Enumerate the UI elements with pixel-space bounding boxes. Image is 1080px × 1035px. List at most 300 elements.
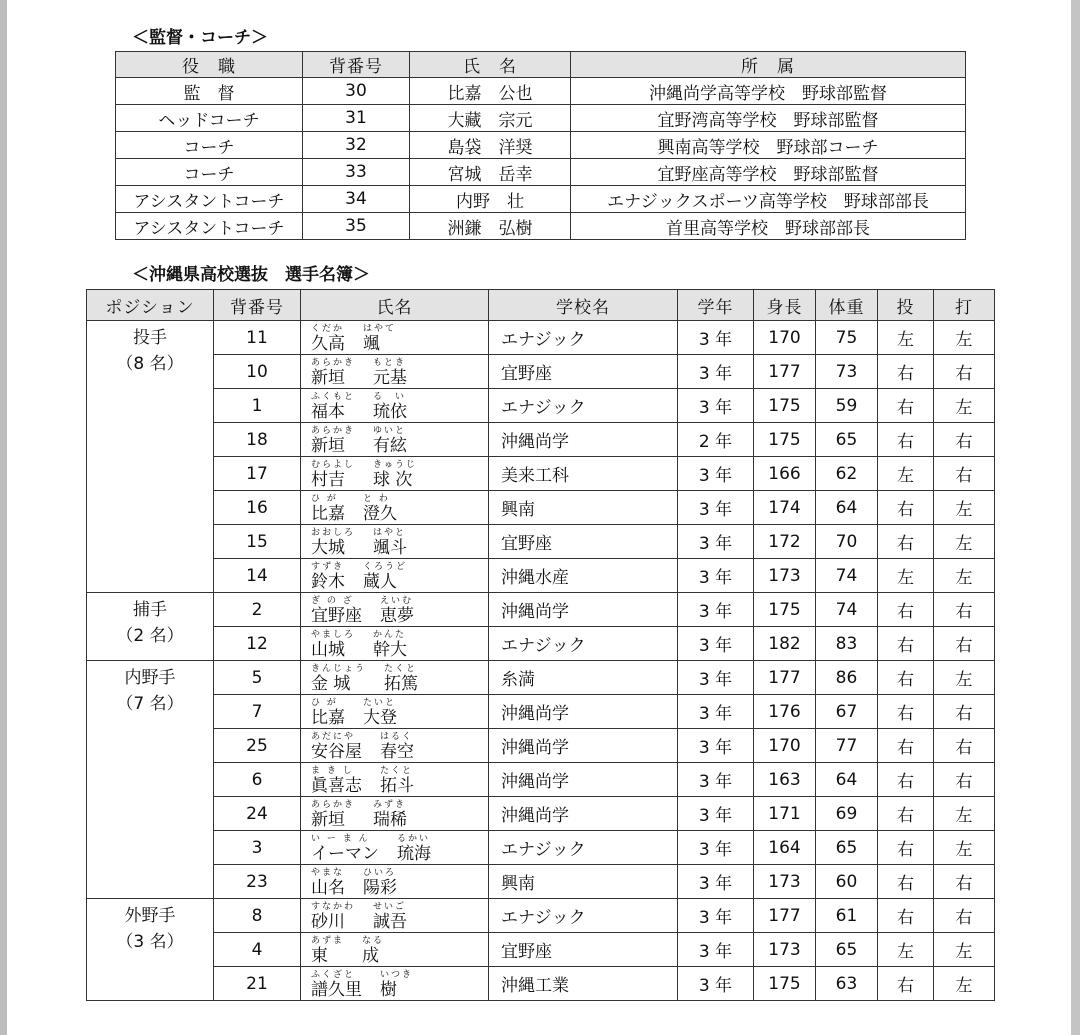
position-group-cell: [87, 593, 214, 661]
player-throws: 右: [878, 423, 934, 457]
player-family-kanji: 新垣: [311, 810, 345, 830]
player-given-kanji: 成: [362, 946, 380, 966]
staff-number: 33: [303, 159, 410, 186]
player-given-kanji: 恵夢: [380, 606, 414, 626]
staff-name: 内野 壮: [410, 186, 571, 213]
player-family-kanji: 安谷屋: [311, 742, 362, 762]
player-throws: 左: [878, 457, 934, 491]
staff-name: 洲鎌 弘樹: [410, 213, 571, 240]
player-bats: 右: [934, 627, 995, 661]
staff-number: 35: [303, 213, 410, 240]
player-family-kanji: 眞喜志: [311, 776, 362, 796]
table-row: [87, 491, 995, 525]
player-weight: 73: [816, 355, 878, 389]
table-row: [87, 933, 995, 967]
player-height: 163: [754, 763, 816, 797]
player-grade: 3 年: [678, 491, 754, 525]
player-grade: 3 年: [678, 355, 754, 389]
player-given-name: [362, 935, 384, 966]
roster-header-name: 氏名: [301, 290, 489, 321]
player-number: 15: [214, 525, 301, 559]
player-given-furigana: ゆいと: [373, 426, 407, 436]
player-name-cell: [301, 627, 489, 661]
player-name-cell: [301, 695, 489, 729]
staff-name: 宮城 岳幸: [410, 159, 571, 186]
player-family-kanji: 金 城: [311, 674, 351, 694]
player-name-cell: [301, 491, 489, 525]
player-school: エナジック: [489, 831, 678, 865]
player-name-cell: [301, 899, 489, 933]
player-weight: 65: [816, 831, 878, 865]
player-given-name: [373, 799, 407, 830]
player-given-furigana: もとき: [373, 358, 407, 368]
player-height: 164: [754, 831, 816, 865]
player-school: 沖縄水産: [489, 559, 678, 593]
player-family-furigana: きんじょう: [311, 664, 367, 674]
player-family-name: [311, 629, 355, 660]
table-row: [87, 321, 995, 355]
position-label: 投手: [133, 328, 167, 348]
player-throws: 左: [878, 933, 934, 967]
player-grade: 3 年: [678, 831, 754, 865]
player-name-cell: [301, 355, 489, 389]
player-family-kanji: 山名: [311, 878, 345, 898]
player-weight: 83: [816, 627, 878, 661]
roster-header-row: [87, 290, 995, 321]
player-family-kanji: 宜野座: [311, 606, 362, 626]
position-count: （8 名）: [116, 354, 184, 374]
player-family-kanji: イーマン: [311, 844, 379, 864]
player-family-kanji: 福本: [311, 402, 345, 422]
player-height: 175: [754, 593, 816, 627]
player-family-kanji: 村吉: [311, 470, 345, 490]
player-height: 175: [754, 967, 816, 1001]
player-given-kanji: 颯斗: [373, 538, 408, 558]
player-family-furigana: ふくもと: [311, 392, 356, 402]
player-family-name: [311, 765, 362, 796]
player-family-name: [311, 901, 355, 932]
player-given-kanji: 大登: [363, 708, 397, 728]
staff-affiliation: 首里高等学校 野球部部長: [571, 213, 966, 240]
player-family-name: [311, 595, 362, 626]
player-height: 175: [754, 389, 816, 423]
player-grade: 3 年: [678, 525, 754, 559]
player-height: 173: [754, 933, 816, 967]
staff-name: 大藏 宗元: [410, 105, 571, 132]
table-row: [87, 355, 995, 389]
player-throws: 右: [878, 763, 934, 797]
table-row: [87, 559, 995, 593]
staff-header-affiliation: 所 属: [571, 52, 966, 78]
player-given-kanji: 元基: [373, 368, 408, 388]
player-bats: 左: [934, 933, 995, 967]
player-family-kanji: 比嘉: [311, 708, 345, 728]
player-family-name: [311, 323, 345, 354]
player-weight: 70: [816, 525, 878, 559]
player-bats: 右: [934, 763, 995, 797]
player-given-furigana: きゅうじ: [373, 460, 418, 470]
player-given-name: [380, 969, 413, 1000]
player-grade: 3 年: [678, 695, 754, 729]
roster-header-position: ポジション: [87, 290, 214, 321]
player-given-kanji: 球 次: [373, 470, 413, 490]
staff-affiliation: 興南高等学校 野球部コーチ: [571, 132, 966, 159]
player-weight: 64: [816, 763, 878, 797]
player-family-kanji: 比嘉: [311, 504, 345, 524]
player-family-furigana: あだにや: [311, 732, 356, 742]
player-school: 沖縄尚学: [489, 695, 678, 729]
player-name-cell: [301, 423, 489, 457]
player-grade: 3 年: [678, 763, 754, 797]
player-number: 1: [214, 389, 301, 423]
player-given-furigana: るかい: [397, 834, 431, 844]
player-height: 182: [754, 627, 816, 661]
player-bats: 右: [934, 695, 995, 729]
player-number: 11: [214, 321, 301, 355]
table-row: [87, 661, 995, 695]
staff-role: コーチ: [116, 132, 303, 159]
player-throws: 右: [878, 729, 934, 763]
player-height: 173: [754, 865, 816, 899]
table-row: [87, 729, 995, 763]
player-number: 8: [214, 899, 301, 933]
table-row: [87, 525, 995, 559]
staff-row: [116, 105, 966, 132]
player-height: 175: [754, 423, 816, 457]
player-family-name: [311, 391, 355, 422]
player-family-kanji: 新垣: [311, 368, 345, 388]
player-number: 24: [214, 797, 301, 831]
staff-row: [116, 213, 966, 240]
player-given-kanji: 拓篤: [384, 674, 419, 694]
player-family-name: [311, 935, 344, 966]
staff-role: ヘッドコーチ: [116, 105, 303, 132]
player-number: 18: [214, 423, 301, 457]
staff-row: [116, 186, 966, 213]
player-throws: 右: [878, 525, 934, 559]
player-school: エナジック: [489, 321, 678, 355]
roster-section-title: ＜沖縄県高校選抜 選手名簿＞: [132, 265, 370, 285]
player-family-furigana: あらかき: [311, 358, 356, 368]
staff-name: 島袋 洋奨: [410, 132, 571, 159]
player-given-name: [397, 833, 431, 864]
player-family-kanji: 譜久里: [311, 980, 362, 1000]
player-family-furigana: すなかわ: [311, 902, 356, 912]
position-label: 内野手: [124, 668, 176, 688]
staff-header-role: 役 職: [116, 52, 303, 78]
player-given-kanji: 琉依: [373, 402, 408, 422]
player-grade: 3 年: [678, 593, 754, 627]
player-grade: 3 年: [678, 865, 754, 899]
player-name-cell: [301, 831, 489, 865]
player-given-kanji: 琉海: [397, 844, 431, 864]
player-given-furigana: かんた: [373, 630, 407, 640]
player-throws: 右: [878, 389, 934, 423]
staff-row: [116, 78, 966, 105]
player-grade: 3 年: [678, 457, 754, 491]
player-bats: 左: [934, 389, 995, 423]
player-number: 12: [214, 627, 301, 661]
player-bats: 右: [934, 593, 995, 627]
player-family-name: [311, 357, 355, 388]
staff-role: アシスタントコーチ: [116, 186, 303, 213]
player-number: 14: [214, 559, 301, 593]
player-number: 25: [214, 729, 301, 763]
player-bats: 右: [934, 729, 995, 763]
player-name-cell: [301, 559, 489, 593]
player-weight: 74: [816, 593, 878, 627]
player-given-name: [373, 391, 407, 422]
staff-row: [116, 159, 966, 186]
player-school: 沖縄尚学: [489, 729, 678, 763]
roster-header-weight: 体重: [816, 290, 878, 321]
player-given-kanji: 拓斗: [380, 776, 414, 796]
player-given-furigana: えいむ: [380, 596, 414, 606]
staff-role: アシスタントコーチ: [116, 213, 303, 240]
roster-table: [86, 289, 995, 1001]
player-family-furigana: あらかき: [311, 426, 356, 436]
player-school: エナジック: [489, 627, 678, 661]
player-school: 沖縄工業: [489, 967, 678, 1001]
player-given-kanji: 樹: [380, 980, 397, 1000]
player-given-furigana: と わ: [363, 494, 390, 504]
player-school: 沖縄尚学: [489, 423, 678, 457]
player-family-furigana: ぎ の ざ: [311, 596, 354, 606]
player-given-furigana: たくと: [380, 766, 414, 776]
table-row: [87, 797, 995, 831]
table-row: [87, 831, 995, 865]
table-row: [87, 899, 995, 933]
player-height: 176: [754, 695, 816, 729]
player-throws: 左: [878, 321, 934, 355]
player-name-cell: [301, 865, 489, 899]
player-given-furigana: くろうど: [363, 562, 408, 572]
player-number: 2: [214, 593, 301, 627]
player-given-furigana: なる: [362, 936, 385, 946]
player-throws: 右: [878, 491, 934, 525]
player-given-furigana: はやと: [373, 528, 407, 538]
player-number: 4: [214, 933, 301, 967]
page-edge-left: [0, 0, 7, 1035]
staff-number: 34: [303, 186, 410, 213]
player-given-furigana: たくと: [384, 664, 418, 674]
staff-table: [115, 51, 966, 240]
player-bats: 右: [934, 899, 995, 933]
player-family-furigana: くだか: [311, 324, 345, 334]
player-grade: 3 年: [678, 661, 754, 695]
player-number: 16: [214, 491, 301, 525]
staff-affiliation: 宜野湾高等学校 野球部監督: [571, 105, 966, 132]
player-throws: 右: [878, 593, 934, 627]
player-given-kanji: 瑞稀: [373, 810, 408, 830]
table-row: [87, 695, 995, 729]
player-school: エナジック: [489, 389, 678, 423]
staff-header-number: 背番号: [303, 52, 410, 78]
player-family-kanji: 山城: [311, 640, 345, 660]
player-given-name: [373, 459, 417, 490]
player-given-furigana: る い: [373, 392, 407, 402]
player-family-kanji: 東: [311, 946, 328, 966]
player-given-name: [380, 765, 414, 796]
position-count: （7 名）: [116, 694, 184, 714]
position-group-cell: [87, 321, 214, 593]
player-height: 177: [754, 661, 816, 695]
player-weight: 77: [816, 729, 878, 763]
player-family-furigana: すずき: [311, 562, 345, 572]
player-school: 興南: [489, 491, 678, 525]
player-family-name: [311, 833, 379, 864]
player-throws: 左: [878, 559, 934, 593]
player-name-cell: [301, 729, 489, 763]
player-given-name: [363, 561, 407, 592]
player-weight: 65: [816, 933, 878, 967]
player-throws: 右: [878, 967, 934, 1001]
position-label: 外野手: [124, 906, 176, 926]
player-number: 17: [214, 457, 301, 491]
staff-section-title: ＜監督・コーチ＞: [132, 28, 268, 48]
player-bats: 左: [934, 661, 995, 695]
player-given-name: [373, 357, 407, 388]
player-given-kanji: 颯: [363, 334, 380, 354]
player-school: 美来工科: [489, 457, 678, 491]
staff-number: 31: [303, 105, 410, 132]
player-grade: 3 年: [678, 967, 754, 1001]
table-row: [87, 763, 995, 797]
player-family-furigana: あずま: [311, 936, 345, 946]
player-bats: 右: [934, 457, 995, 491]
player-name-cell: [301, 797, 489, 831]
player-number: 21: [214, 967, 301, 1001]
player-given-furigana: せいご: [373, 902, 407, 912]
roster-header-throws: 投: [878, 290, 934, 321]
player-school: 興南: [489, 865, 678, 899]
player-name-cell: [301, 389, 489, 423]
player-family-kanji: 砂川: [311, 912, 345, 932]
player-weight: 86: [816, 661, 878, 695]
player-family-name: [311, 663, 366, 694]
roster-table-body: [87, 321, 995, 1001]
player-family-kanji: 大城: [311, 538, 345, 558]
player-throws: 右: [878, 627, 934, 661]
player-family-furigana: い ー ま ん: [311, 834, 370, 844]
player-family-furigana: おおしろ: [311, 528, 356, 538]
player-school: 宜野座: [489, 355, 678, 389]
player-family-kanji: 新垣: [311, 436, 345, 456]
player-grade: 3 年: [678, 627, 754, 661]
player-number: 7: [214, 695, 301, 729]
roster-header-number: 背番号: [214, 290, 301, 321]
staff-role: コーチ: [116, 159, 303, 186]
position-label: 捕手: [133, 600, 167, 620]
player-height: 170: [754, 321, 816, 355]
player-given-kanji: 陽彩: [363, 878, 397, 898]
player-family-name: [311, 969, 362, 1000]
player-school: 糸満: [489, 661, 678, 695]
player-bats: 左: [934, 831, 995, 865]
roster-header-bats: 打: [934, 290, 995, 321]
staff-table-body: [116, 78, 966, 240]
player-height: 173: [754, 559, 816, 593]
player-bats: 右: [934, 423, 995, 457]
player-name-cell: [301, 661, 489, 695]
player-family-furigana: ひ が: [311, 494, 338, 504]
staff-header-row: [116, 52, 966, 78]
player-given-furigana: たいと: [363, 698, 397, 708]
player-grade: 3 年: [678, 933, 754, 967]
player-number: 23: [214, 865, 301, 899]
staff-row: [116, 132, 966, 159]
player-given-name: [363, 323, 396, 354]
player-given-name: [363, 493, 397, 524]
staff-number: 32: [303, 132, 410, 159]
position-count: （3 名）: [116, 932, 184, 952]
position-group-cell: [87, 899, 214, 1001]
player-throws: 右: [878, 661, 934, 695]
player-given-name: [380, 731, 414, 762]
player-bats: 右: [934, 865, 995, 899]
player-family-furigana: むらよし: [311, 460, 356, 470]
position-group-cell: [87, 661, 214, 899]
player-bats: 左: [934, 797, 995, 831]
player-given-name: [373, 527, 407, 558]
player-bats: 左: [934, 559, 995, 593]
player-family-name: [311, 799, 355, 830]
player-school: 宜野座: [489, 525, 678, 559]
player-weight: 67: [816, 695, 878, 729]
position-count: （2 名）: [116, 626, 184, 646]
player-family-name: [311, 425, 355, 456]
staff-name: 比嘉 公也: [410, 78, 571, 105]
player-bats: 左: [934, 321, 995, 355]
player-given-name: [373, 629, 407, 660]
player-given-name: [363, 697, 397, 728]
player-height: 177: [754, 355, 816, 389]
player-number: 3: [214, 831, 301, 865]
player-grade: 3 年: [678, 729, 754, 763]
player-name-cell: [301, 457, 489, 491]
player-height: 170: [754, 729, 816, 763]
table-row: [87, 389, 995, 423]
player-weight: 64: [816, 491, 878, 525]
player-family-kanji: 久高: [311, 334, 345, 354]
table-row: [87, 593, 995, 627]
player-name-cell: [301, 763, 489, 797]
staff-header-name: 氏 名: [410, 52, 571, 78]
player-weight: 65: [816, 423, 878, 457]
player-height: 171: [754, 797, 816, 831]
player-given-furigana: はるく: [380, 732, 414, 742]
player-given-furigana: みずき: [373, 800, 407, 810]
table-row: [87, 627, 995, 661]
player-weight: 61: [816, 899, 878, 933]
roster-header-school: 学校名: [489, 290, 678, 321]
page-edge-right: [1071, 0, 1080, 1035]
player-height: 172: [754, 525, 816, 559]
player-name-cell: [301, 967, 489, 1001]
player-given-kanji: 有絃: [373, 436, 408, 456]
player-bats: 左: [934, 967, 995, 1001]
player-grade: 3 年: [678, 899, 754, 933]
player-name-cell: [301, 933, 489, 967]
player-family-furigana: ひ が: [311, 698, 338, 708]
player-grade: 3 年: [678, 559, 754, 593]
player-number: 5: [214, 661, 301, 695]
player-height: 166: [754, 457, 816, 491]
player-number: 6: [214, 763, 301, 797]
player-family-furigana: やましろ: [311, 630, 356, 640]
player-family-name: [311, 459, 355, 490]
player-bats: 左: [934, 525, 995, 559]
